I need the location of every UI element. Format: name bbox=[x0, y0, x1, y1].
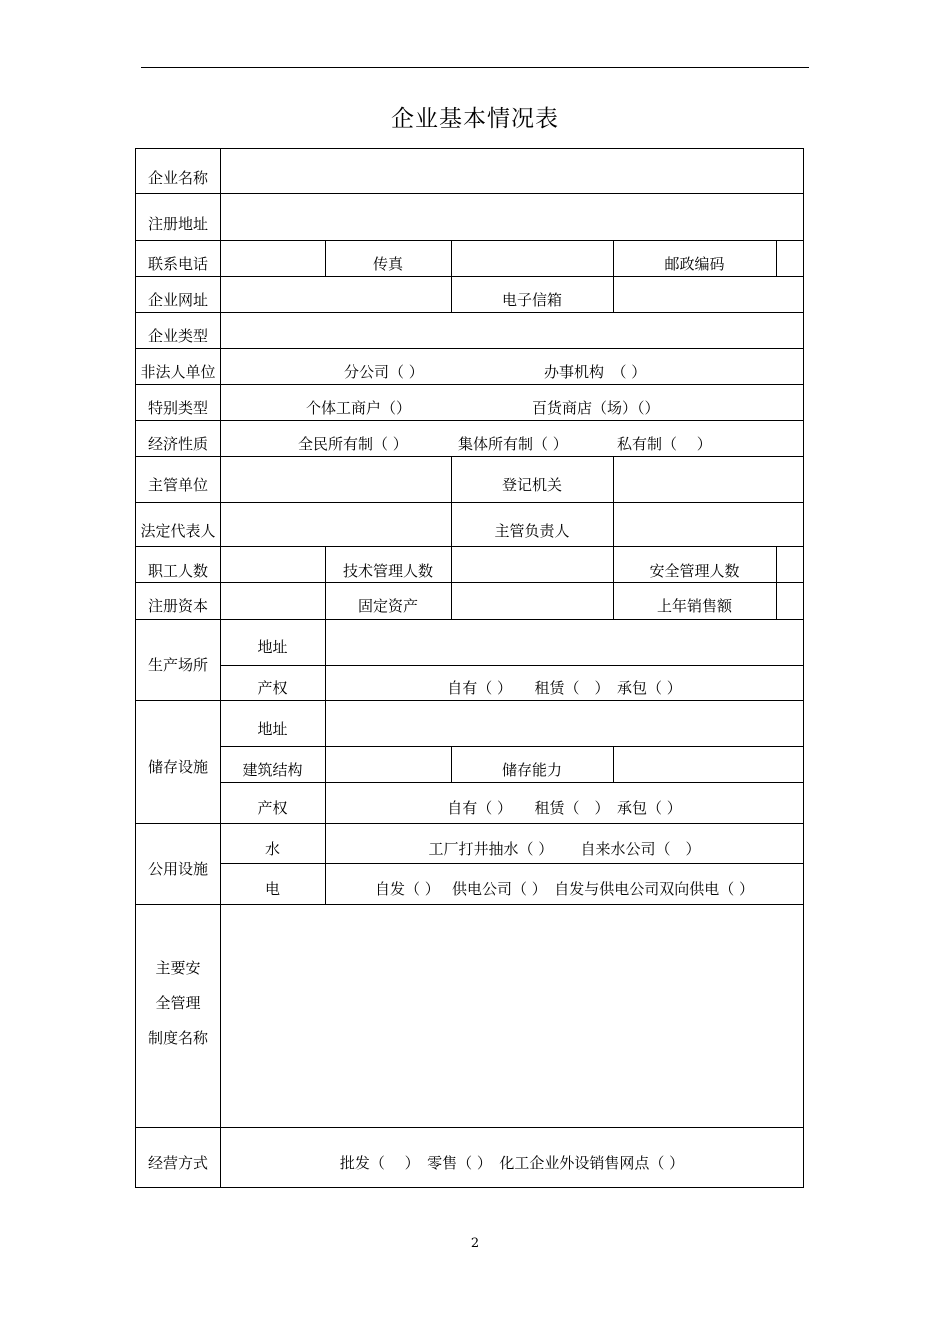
safety-staff-label: 安全管理人数 bbox=[649, 562, 740, 580]
production-property-label: 产权 bbox=[257, 679, 288, 697]
tech-staff-field[interactable] bbox=[452, 547, 613, 582]
supervising-unit-label: 主管单位 bbox=[147, 476, 208, 494]
tech-staff-label: 技术管理人数 bbox=[342, 562, 433, 580]
production-address-field[interactable] bbox=[326, 620, 804, 665]
staff-count-label: 职工人数 bbox=[147, 562, 208, 580]
email-field[interactable] bbox=[614, 277, 804, 312]
utilities-label: 公用设施 bbox=[147, 860, 208, 878]
power-options[interactable]: 自发（ ） 供电公司（ ） 自发与供电公司双向供电（ ） bbox=[374, 880, 755, 898]
storage-facility-label: 储存设施 bbox=[147, 758, 208, 776]
page-title: 企业基本情况表 bbox=[391, 106, 559, 132]
postcode-field[interactable] bbox=[777, 241, 804, 276]
storage-address-field[interactable] bbox=[326, 701, 804, 746]
last-year-sales-field[interactable] bbox=[777, 583, 804, 619]
legal-representative-label: 法定代表人 bbox=[140, 522, 216, 540]
department-store-option[interactable]: 百货商店（场）（） bbox=[532, 399, 660, 417]
water-label: 水 bbox=[264, 840, 280, 858]
header-rule bbox=[141, 67, 809, 68]
row-divider bbox=[220, 782, 804, 783]
safety-rules-label-line: 全管理 bbox=[155, 994, 201, 1012]
individual-business-option[interactable]: 个体工商户（） bbox=[306, 399, 412, 417]
production-address-label: 地址 bbox=[257, 638, 288, 656]
safety-rules-label bbox=[136, 951, 220, 1056]
business-mode-options[interactable]: 批发（ ） 零售（ ） 化工企业外设销售网点（ ） bbox=[339, 1154, 685, 1172]
staff-count-field[interactable] bbox=[221, 547, 325, 582]
non-legal-entity-label: 非法人单位 bbox=[140, 363, 216, 381]
building-structure-field[interactable] bbox=[326, 747, 451, 782]
registered-capital-field[interactable] bbox=[221, 583, 325, 619]
storage-capacity-field[interactable] bbox=[614, 747, 804, 782]
phone-field[interactable] bbox=[221, 241, 325, 276]
company-name-label: 企业名称 bbox=[147, 169, 208, 187]
registration-authority-field[interactable] bbox=[614, 457, 804, 502]
business-mode-label: 经营方式 bbox=[147, 1154, 208, 1172]
special-type-label: 特别类型 bbox=[147, 399, 208, 417]
private-owned-option[interactable]: 私有制（ ） bbox=[617, 435, 712, 453]
website-field[interactable] bbox=[221, 277, 451, 312]
enterprise-info-form bbox=[135, 148, 804, 1188]
safety-rules-field[interactable] bbox=[221, 905, 803, 1127]
fixed-assets-field[interactable] bbox=[452, 583, 613, 619]
supervising-unit-field[interactable] bbox=[221, 457, 451, 502]
safety-rules-label-line: 主要安 bbox=[155, 959, 201, 977]
manager-in-charge-field[interactable] bbox=[614, 503, 804, 546]
agency-option[interactable]: 办事机构 （ ） bbox=[544, 363, 647, 381]
website-label: 企业网址 bbox=[147, 291, 208, 309]
fax-field[interactable] bbox=[452, 241, 613, 276]
last-year-sales-label: 上年销售额 bbox=[656, 597, 732, 615]
phone-label: 联系电话 bbox=[147, 255, 208, 273]
registered-address-label: 注册地址 bbox=[147, 215, 208, 233]
manager-in-charge-label: 主管负责人 bbox=[494, 522, 570, 540]
storage-address-label: 地址 bbox=[257, 720, 288, 738]
storage-property-label: 产权 bbox=[257, 799, 288, 817]
building-structure-label: 建筑结构 bbox=[242, 761, 303, 779]
registered-address-field[interactable] bbox=[221, 194, 803, 240]
production-site-label: 生产场所 bbox=[147, 656, 208, 674]
collective-owned-option[interactable]: 集体所有制（ ） bbox=[458, 435, 568, 453]
production-property-options[interactable]: 自有（ ） 租赁（ ） 承包（ ） bbox=[447, 679, 682, 697]
safety-rules-label-line: 制度名称 bbox=[147, 1029, 208, 1047]
row-divider bbox=[220, 665, 804, 666]
legal-representative-field[interactable] bbox=[221, 503, 451, 546]
branch-office-option[interactable]: 分公司（ ） bbox=[344, 363, 424, 381]
page-number: 2 bbox=[470, 1236, 480, 1251]
row-divider bbox=[136, 823, 804, 824]
row-divider bbox=[136, 348, 804, 349]
fixed-assets-label: 固定资产 bbox=[357, 597, 418, 615]
storage-capacity-label: 储存能力 bbox=[501, 761, 562, 779]
company-name-field[interactable] bbox=[221, 150, 803, 193]
email-label: 电子信箱 bbox=[501, 291, 562, 309]
row-divider bbox=[136, 384, 804, 385]
row-divider bbox=[136, 420, 804, 421]
row-divider bbox=[220, 863, 804, 864]
economic-nature-label: 经济性质 bbox=[147, 435, 208, 453]
storage-property-options[interactable]: 自有（ ） 租赁（ ） 承包（ ） bbox=[447, 799, 682, 817]
postcode-label: 邮政编码 bbox=[664, 255, 725, 273]
state-owned-option[interactable]: 全民所有制（ ） bbox=[298, 435, 408, 453]
enterprise-type-field[interactable] bbox=[221, 313, 803, 348]
fax-label: 传真 bbox=[372, 255, 403, 273]
registered-capital-label: 注册资本 bbox=[147, 597, 208, 615]
enterprise-type-label: 企业类型 bbox=[147, 327, 208, 345]
registration-authority-label: 登记机关 bbox=[501, 476, 562, 494]
safety-staff-field[interactable] bbox=[777, 547, 804, 582]
water-options[interactable]: 工厂打井抽水（ ） 自来水公司（ ） bbox=[428, 840, 701, 858]
row-divider bbox=[136, 1127, 804, 1128]
power-label: 电 bbox=[264, 880, 280, 898]
